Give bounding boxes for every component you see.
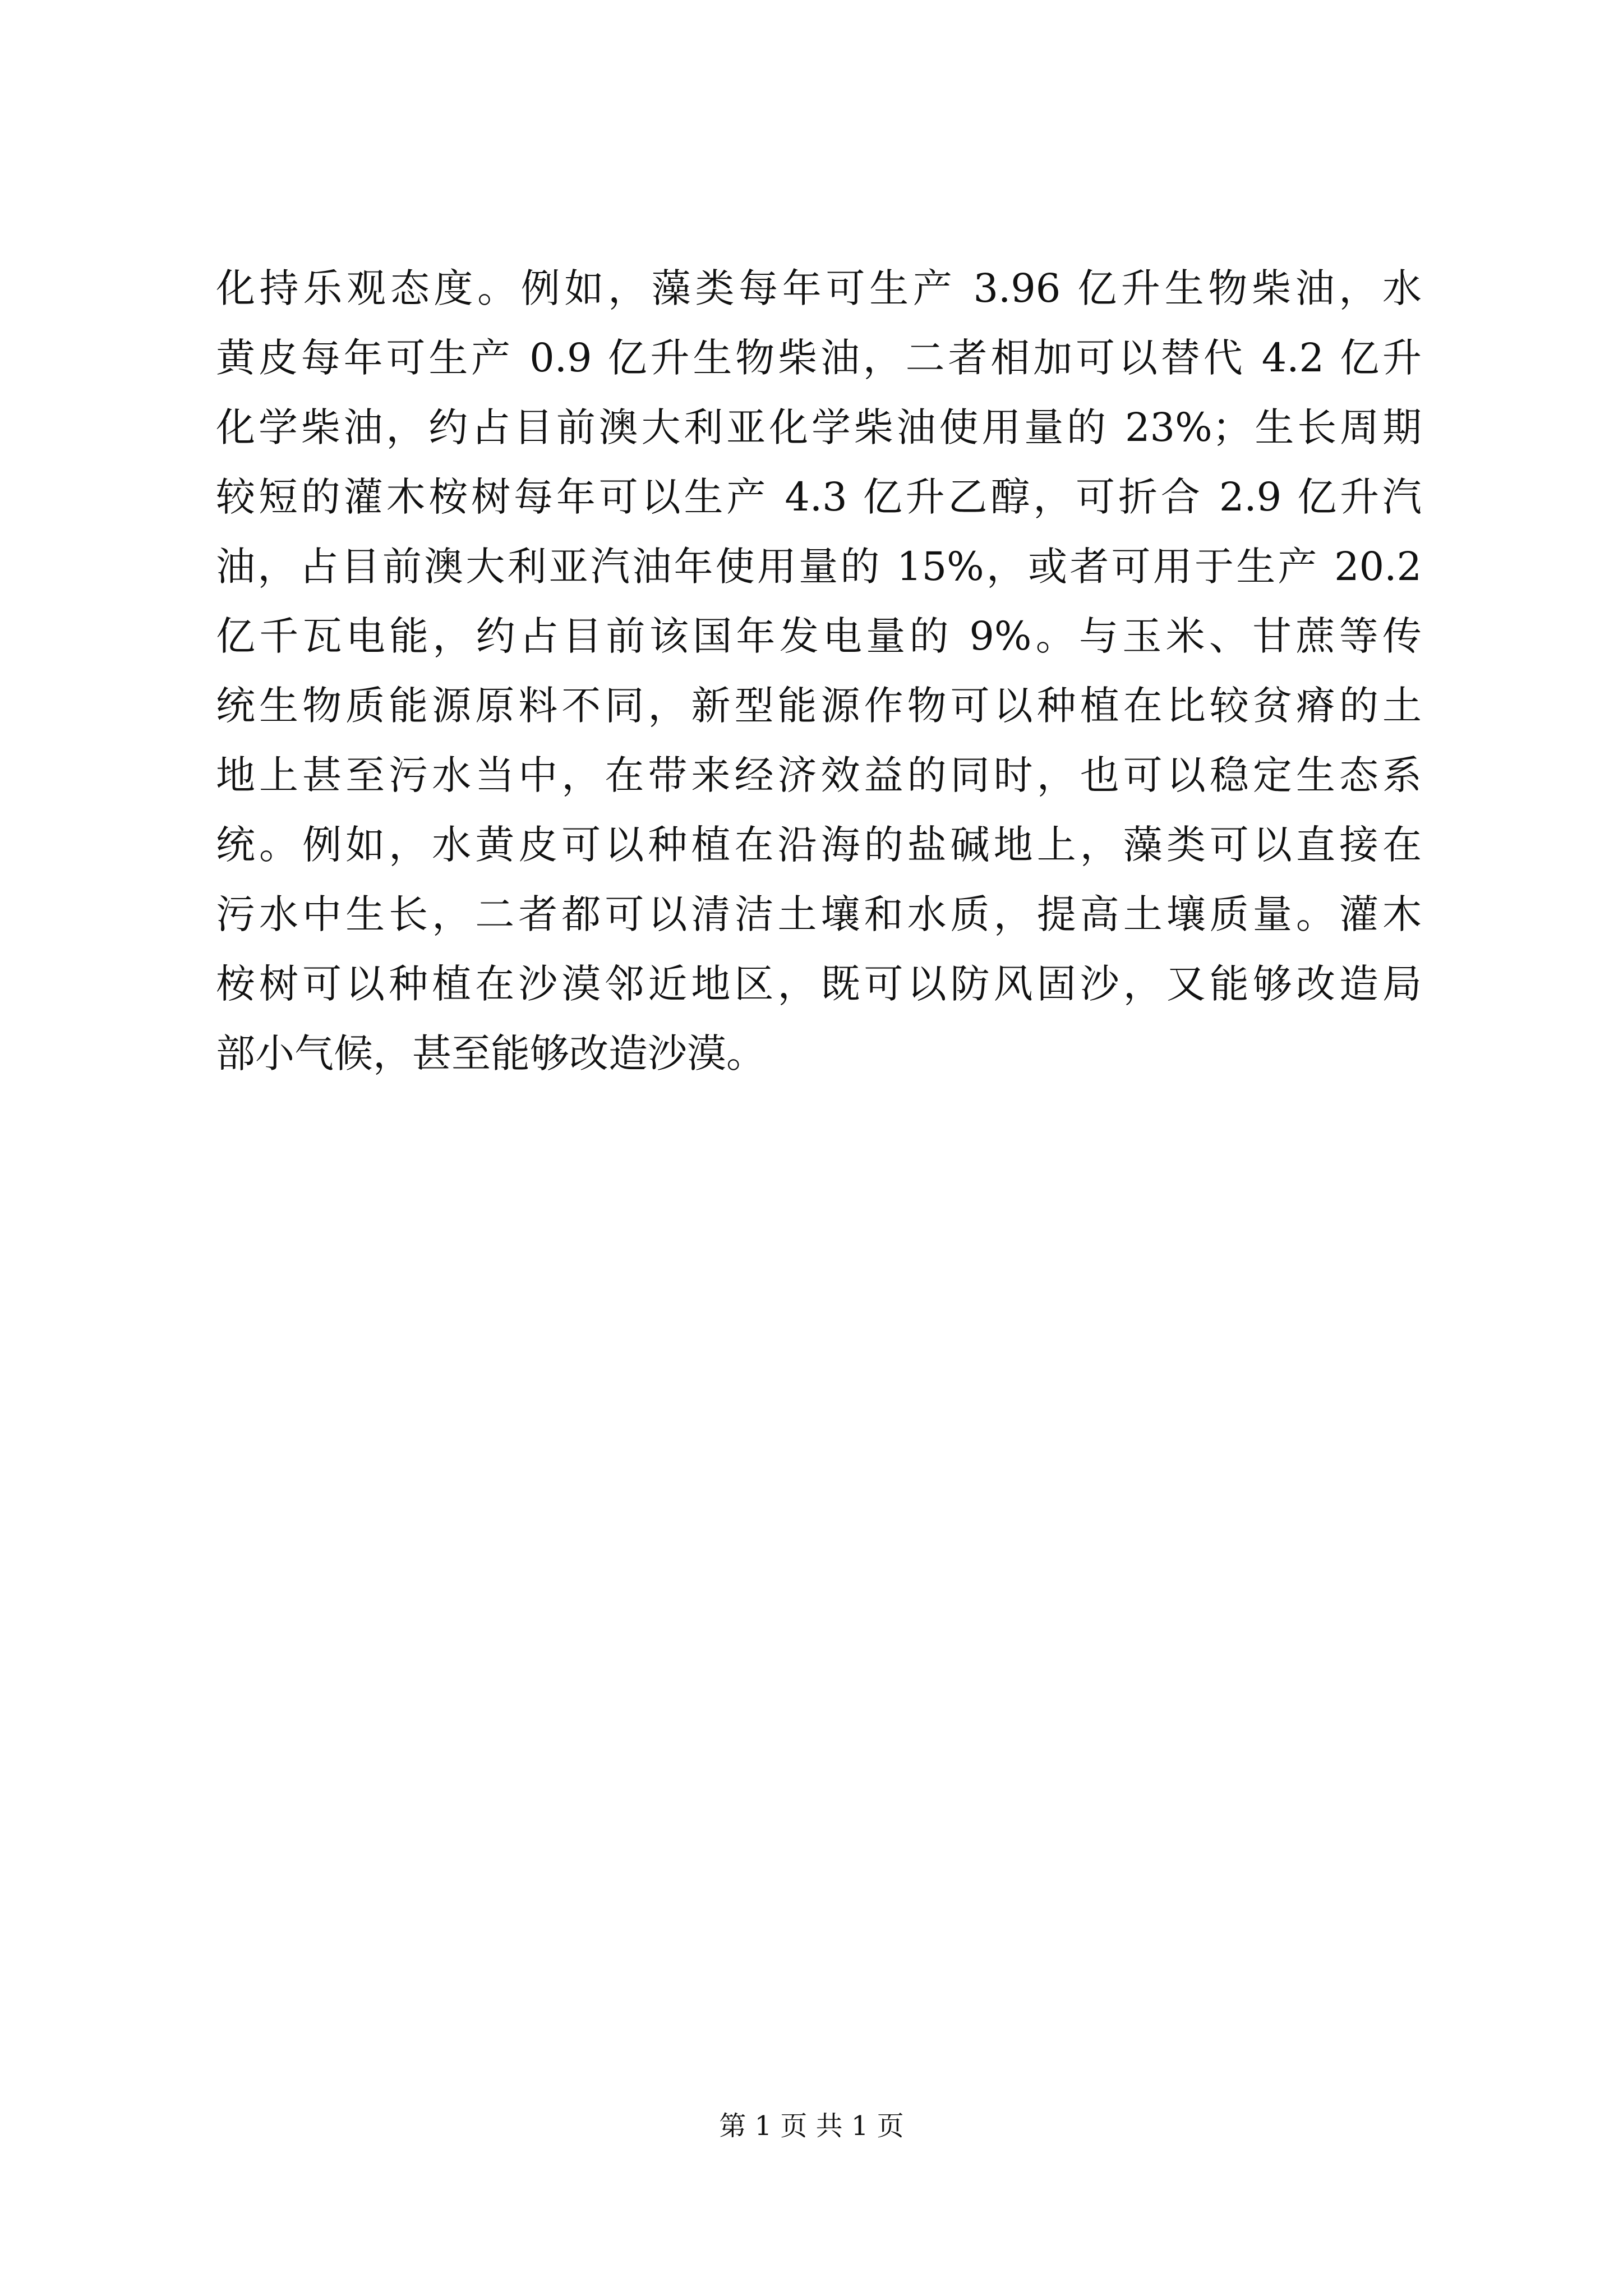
text-line: 化学柴油，约占目前澳大利亚化学柴油使用量的 23%；生长周期 [216, 404, 1422, 450]
text-line: 地上甚至污水当中，在带来经济效益的同时，也可以稳定生态系 [216, 752, 1422, 798]
text-line: 黄皮每年可生产 0.9 亿升生物柴油，二者相加可以替代 4.2 亿升 [216, 335, 1422, 381]
text-line: 污水中生长，二者都可以清洁土壤和水质，提高土壤质量。灌木 [216, 891, 1422, 937]
text-line: 油，占目前澳大利亚汽油年使用量的 15%，或者可用于生产 20.2 [216, 544, 1422, 590]
page-footer [0, 2109, 1623, 2143]
text-line: 桉树可以种植在沙漠邻近地区，既可以防风固沙，又能够改造局 [216, 961, 1422, 1007]
text-line: 较短的灌木桉树每年可以生产 4.3 亿升乙醇，可折合 2.9 亿升汽 [216, 474, 1422, 520]
text-line: 化持乐观态度。例如，藻类每年可生产 3.96 亿升生物柴油，水 [216, 265, 1422, 311]
body-paragraph [216, 254, 1422, 1088]
text-line: 统。例如，水黄皮可以种植在沿海的盐碱地上，藻类可以直接在 [216, 822, 1422, 868]
text-line: 部小气候，甚至能够改造沙漠。 [216, 1030, 766, 1076]
text-line: 亿千瓦电能，约占目前该国年发电量的 9%。与玉米、甘蔗等传 [216, 613, 1422, 659]
text-line: 统生物质能源原料不同，新型能源作物可以种植在比较贫瘠的土 [216, 683, 1422, 729]
page-number-label: 第 1 页 共 1 页 [719, 2110, 904, 2142]
